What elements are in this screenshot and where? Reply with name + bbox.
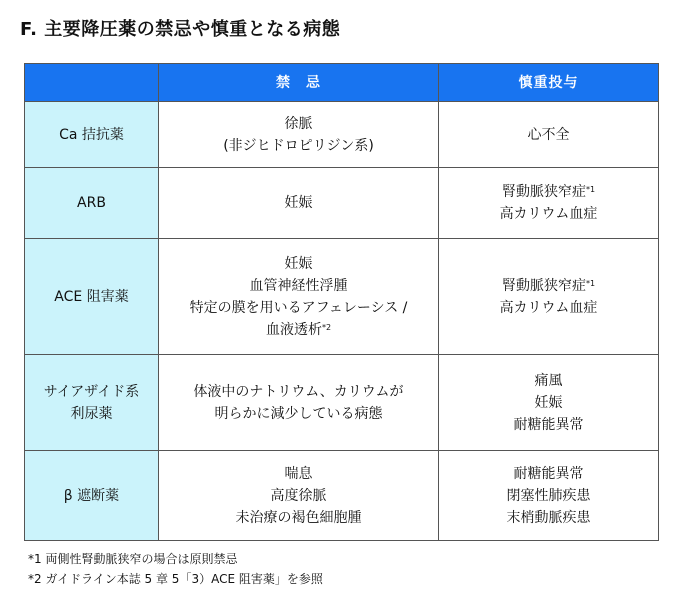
drug-class-label xyxy=(31,381,152,403)
drug-class-label xyxy=(31,124,152,146)
item-text: 特定の膜を用いるアフェレーシス / xyxy=(189,299,408,316)
caution-item xyxy=(445,485,652,507)
table-row xyxy=(25,451,659,541)
contraindication-cell xyxy=(159,451,439,541)
contraindication-item xyxy=(165,192,432,214)
drug-class-text: ARB xyxy=(77,195,106,211)
drug-class-text: Ca 拮抗薬 xyxy=(59,126,124,143)
contraindication-item xyxy=(165,253,432,275)
footnote-marker: *1 xyxy=(585,278,596,288)
contraindication-item xyxy=(165,403,432,425)
drug-class-label xyxy=(31,485,152,507)
caution-item xyxy=(445,275,652,297)
item-text: 妊娠 xyxy=(284,195,313,211)
item-text: 閉塞性肺疾患 xyxy=(506,487,591,504)
caution-item xyxy=(445,392,652,414)
item-text: 耐糖能異常 xyxy=(513,416,584,433)
contraindication-cell xyxy=(159,355,439,451)
item-text: 明らかに減少している病態 xyxy=(214,405,383,422)
footnote-marker: *1 xyxy=(585,185,596,194)
caution-item xyxy=(445,203,652,225)
header-caution: 慎重投与 xyxy=(439,64,659,102)
caution-item xyxy=(445,463,652,485)
table-header-row xyxy=(25,64,659,102)
table-row xyxy=(25,102,659,168)
item-text: 血液透析 xyxy=(265,321,322,338)
footnote: *2 ガイドライン本誌 5 章 5「3）ACE 阻害薬」を参照 xyxy=(28,572,323,586)
drug-class-label xyxy=(31,286,152,308)
item-text: 痛風 xyxy=(534,372,563,389)
item-text: 末梢動脈疾患 xyxy=(506,509,591,526)
item-text: 高カリウム血症 xyxy=(499,206,598,222)
contraindication-cell xyxy=(159,102,439,168)
item-text: (非ジヒドロピリジン系) xyxy=(223,137,374,154)
drug-class-cell xyxy=(25,168,159,239)
item-text: 腎動脈狭窄症 xyxy=(501,184,586,200)
item-text: 高カリウム血症 xyxy=(499,299,598,316)
table-row xyxy=(25,239,659,355)
contraindication-item xyxy=(165,485,432,507)
item-text: 妊娠 xyxy=(284,255,313,272)
item-text: 耐糖能異常 xyxy=(513,465,584,482)
contraindication-item xyxy=(165,135,432,157)
drug-class-cell xyxy=(25,355,159,451)
item-text: 喘息 xyxy=(284,465,313,482)
caution-item xyxy=(445,370,652,392)
header-corner-cell xyxy=(25,64,159,102)
drug-class-text: 利尿薬 xyxy=(70,405,113,422)
contraindication-item xyxy=(165,275,432,297)
item-text: 血管神経性浮腫 xyxy=(249,277,348,294)
contraindication-item xyxy=(165,507,432,529)
contraindication-item xyxy=(165,113,432,135)
item-text: 妊娠 xyxy=(534,394,563,411)
page-title: F. 主要降圧薬の禁忌や慎重となる病態 xyxy=(20,19,341,40)
drug-class-label xyxy=(31,403,152,425)
caution-item xyxy=(445,414,652,436)
drug-class-cell xyxy=(25,239,159,355)
footnote-marker: *2 xyxy=(321,322,332,332)
contraindication-item xyxy=(165,381,432,403)
table-row xyxy=(25,355,659,451)
footnotes xyxy=(28,549,323,589)
caution-cell xyxy=(439,451,659,541)
contraindication-table xyxy=(24,63,659,541)
drug-class-text: ACE 阻害薬 xyxy=(54,288,129,305)
item-text: 未治療の褐色細胞腫 xyxy=(235,509,362,526)
caution-item xyxy=(445,124,652,146)
contraindication-cell xyxy=(159,168,439,239)
caution-item xyxy=(445,507,652,529)
drug-class-label xyxy=(31,192,152,214)
contraindication-item xyxy=(165,319,432,341)
drug-class-cell xyxy=(25,451,159,541)
footnote: *1 両側性腎動脈狭窄の場合は原則禁忌 xyxy=(28,552,238,566)
item-text: 体液中のナトリウム、カリウムが xyxy=(193,383,404,400)
drug-class-text: サイアザイド系 xyxy=(43,383,140,400)
caution-item xyxy=(445,181,652,203)
caution-cell xyxy=(439,168,659,239)
item-text: 高度徐脈 xyxy=(270,487,327,504)
contraindication-cell xyxy=(159,239,439,355)
item-text: 心不全 xyxy=(527,126,570,143)
caution-cell xyxy=(439,355,659,451)
header-contraindication: 禁 忌 xyxy=(159,64,439,102)
caution-cell xyxy=(439,239,659,355)
drug-class-text: β 遮断薬 xyxy=(63,487,120,504)
drug-class-cell xyxy=(25,102,159,168)
contraindication-item xyxy=(165,463,432,485)
item-text: 徐脈 xyxy=(284,115,313,132)
table-row xyxy=(25,168,659,239)
caution-cell xyxy=(439,102,659,168)
item-text: 腎動脈狭窄症 xyxy=(501,277,586,294)
caution-item xyxy=(445,297,652,319)
contraindication-item xyxy=(165,297,432,319)
